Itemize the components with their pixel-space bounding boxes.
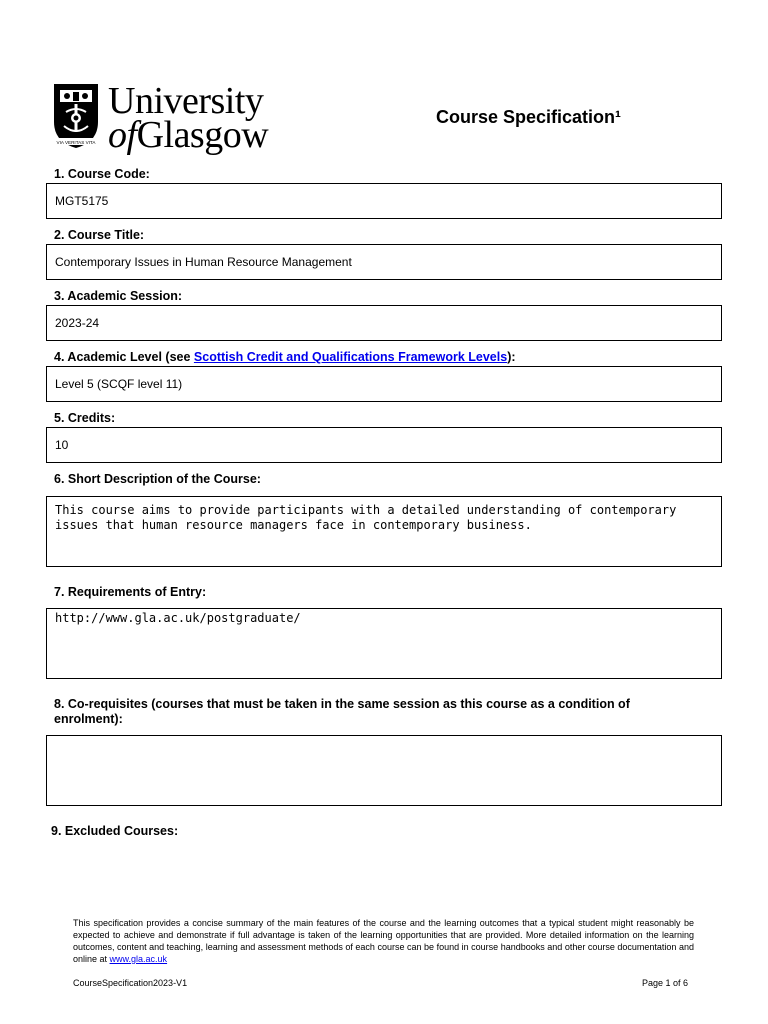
footnote xyxy=(73,917,694,965)
excluded-courses-label: 9. Excluded Courses: xyxy=(51,824,179,838)
logo-line-glasgow xyxy=(108,116,268,154)
academic-session-label: 3. Academic Session: xyxy=(54,289,183,303)
course-title-field xyxy=(46,244,722,280)
course-title-value: Contemporary Issues in Human Resource Management xyxy=(55,255,352,269)
footnote-text: This specification provides a concise summary of the main features of the course and the learning outcomes that a typical student might reasonably be expected to achieve and demonstrate if full advantage is taken of the learning opportunities that are provided. More detailed information on the learning outcomes, content and teaching, learning and assessment methods of each course can be found in course handbooks and other course documentation and online at xyxy=(73,918,694,964)
logo-glasgow: Glasgow xyxy=(136,114,269,156)
page-title: Course Specification¹ xyxy=(436,107,622,127)
credits-label: 5. Credits: xyxy=(54,411,116,425)
logo-of: of xyxy=(108,114,137,156)
academic-session-value: 2023-24 xyxy=(55,316,100,330)
short-description-label: 6. Short Description of the Course: xyxy=(54,472,261,486)
credits-field xyxy=(46,427,722,463)
academic-level-field xyxy=(46,366,722,402)
credits-value: 10 xyxy=(55,438,69,452)
requirements-of-entry-value: http://www.gla.ac.uk/postgraduate/ xyxy=(55,611,301,625)
academic-level-label-prefix: 4. Academic Level (see xyxy=(54,350,194,364)
requirements-of-entry-field xyxy=(46,608,722,679)
scqf-levels-link[interactable]: Scottish Credit and Qualifications Framework Levels xyxy=(193,350,508,364)
page-number: Page 1 of 6 xyxy=(642,978,689,988)
short-description-field xyxy=(46,496,722,567)
course-code-field xyxy=(46,183,722,219)
course-code-value: MGT5175 xyxy=(55,194,109,208)
co-requisites-field xyxy=(46,735,722,806)
course-title-label: 2. Course Title: xyxy=(54,228,145,242)
logo-line-university: University xyxy=(108,80,264,122)
academic-session-field xyxy=(46,305,722,341)
gla-website-link[interactable]: www.gla.ac.uk xyxy=(109,954,168,964)
academic-level-label-suffix: ): xyxy=(507,350,516,364)
academic-level-value: Level 5 (SCQF level 11) xyxy=(55,377,183,391)
crest-icon xyxy=(52,82,100,150)
document-id: CourseSpecification2023-V1 xyxy=(73,978,188,988)
logo-wordmark xyxy=(108,82,268,154)
course-code-label: 1. Course Code: xyxy=(54,167,150,181)
short-description-value: This course aims to provide participants with a detailed understanding of contemporary issues that human resource managers face in contemporary business. xyxy=(55,503,677,532)
crest-motto: VIA VERITAS VITA xyxy=(56,140,96,145)
co-requisites-label: 8. Co-requisites (courses that must be taken in the same session as this course as a condition of enrolment): xyxy=(54,697,630,726)
academic-level-label xyxy=(54,350,516,364)
university-logo xyxy=(52,82,282,154)
requirements-of-entry-label: 7. Requirements of Entry: xyxy=(54,585,207,599)
